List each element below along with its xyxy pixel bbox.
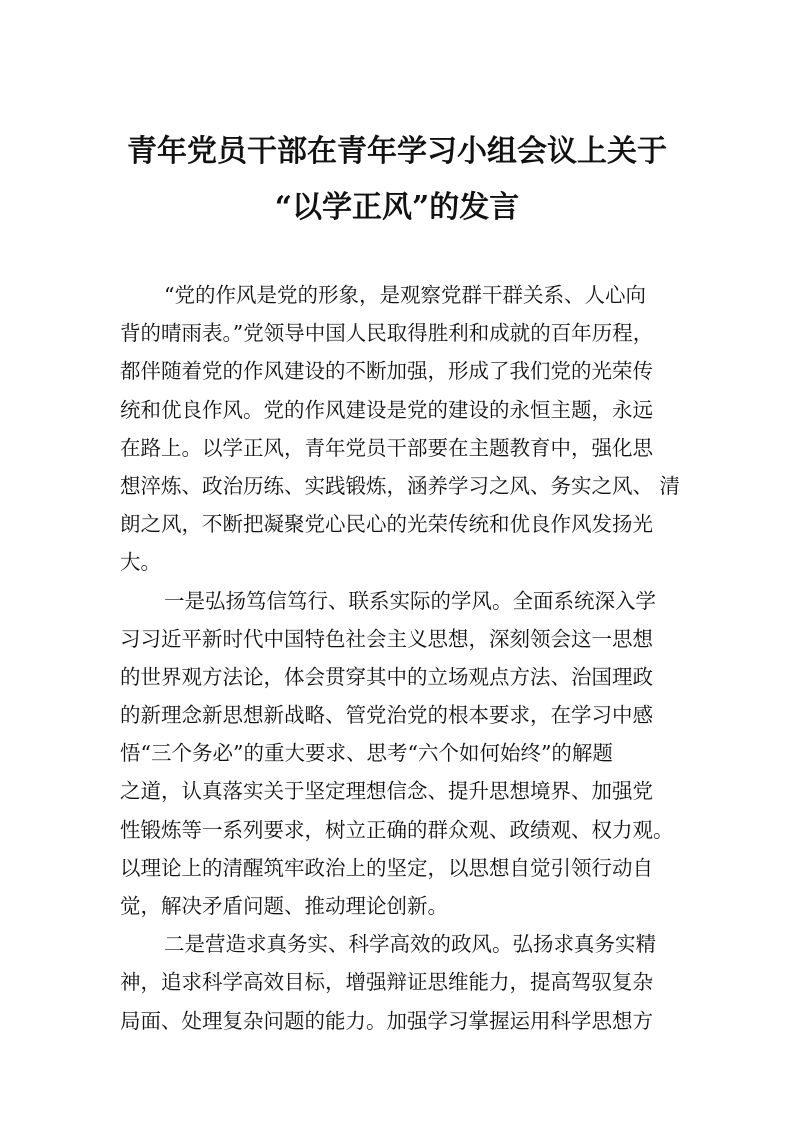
text-line: 想淬炼、政治历练、实践锻炼，涵养学习之风、务实之风、 清 bbox=[120, 473, 681, 498]
paragraph-1 bbox=[120, 276, 680, 582]
text-line: 统和优良作风。党的作风建设是党的建设的永恒主题，永远 bbox=[120, 397, 653, 422]
text-line: 都伴随着党的作风建设的不断加强，形成了我们党的光荣传 bbox=[120, 359, 653, 384]
paragraph-3 bbox=[120, 925, 680, 1040]
text-line: 神，追求科学高效目标，增强辩证思维能力，提高驾驭复杂 bbox=[120, 970, 653, 995]
document-title-line-2: “以学正风”的发言 bbox=[274, 190, 520, 225]
text-line: 局面、处理复杂问题的能力。加强学习掌握运用科学思想方 bbox=[120, 1008, 653, 1033]
text-line: 在路上。以学正风，青年党员干部要在主题教育中，强化思 bbox=[120, 435, 653, 460]
text-line: 觉，解决矛盾问题、推动理论创新。 bbox=[120, 894, 448, 918]
text-line: 以理论上的清醒筑牢政治上的坚定，以思想自觉引领行动自 bbox=[120, 855, 653, 880]
text-line: 二是营造求真务实、科学高效的政风。弘扬求真务实精 bbox=[164, 932, 656, 957]
text-line: 的新理念新思想新战略、管党治党的根本要求，在学习中感 bbox=[120, 703, 653, 728]
text-line: 一是弘扬笃信笃行、联系实际的学风。全面系统深入学 bbox=[164, 588, 656, 613]
text-line: “党的作风是党的形象，是观察党群干群关系、人心向 bbox=[164, 283, 646, 307]
text-line: 习习近平新时代中国特色社会主义思想，深刻领会这一思想 bbox=[120, 626, 653, 651]
document-body bbox=[120, 276, 680, 1040]
document-title-line-1: 青年党员干部在青年学习小组会议上关于 bbox=[127, 134, 667, 169]
text-line: 之道，认真落实关于坚定理想信念、提升思想境界、加强党 bbox=[120, 779, 653, 804]
text-line: 背的晴雨表。”党领导中国人民取得胜利和成就的百年历程， bbox=[120, 321, 654, 346]
text-line: 大。 bbox=[120, 550, 161, 575]
text-line: 悟“三个务必”的重大要求、思考“六个如何始终”的解题 bbox=[120, 741, 613, 766]
text-line: 性锻炼等一系列要求，树立正确的群众观、政绩观、权力观。 bbox=[120, 817, 674, 842]
paragraph-2 bbox=[120, 582, 680, 926]
text-line: 的世界观方法论，体会贯穿其中的立场观点方法、治国理政 bbox=[120, 664, 653, 689]
text-line: 朗之风，不断把凝聚党心民心的光荣传统和优良作风发扬光 bbox=[120, 512, 653, 537]
